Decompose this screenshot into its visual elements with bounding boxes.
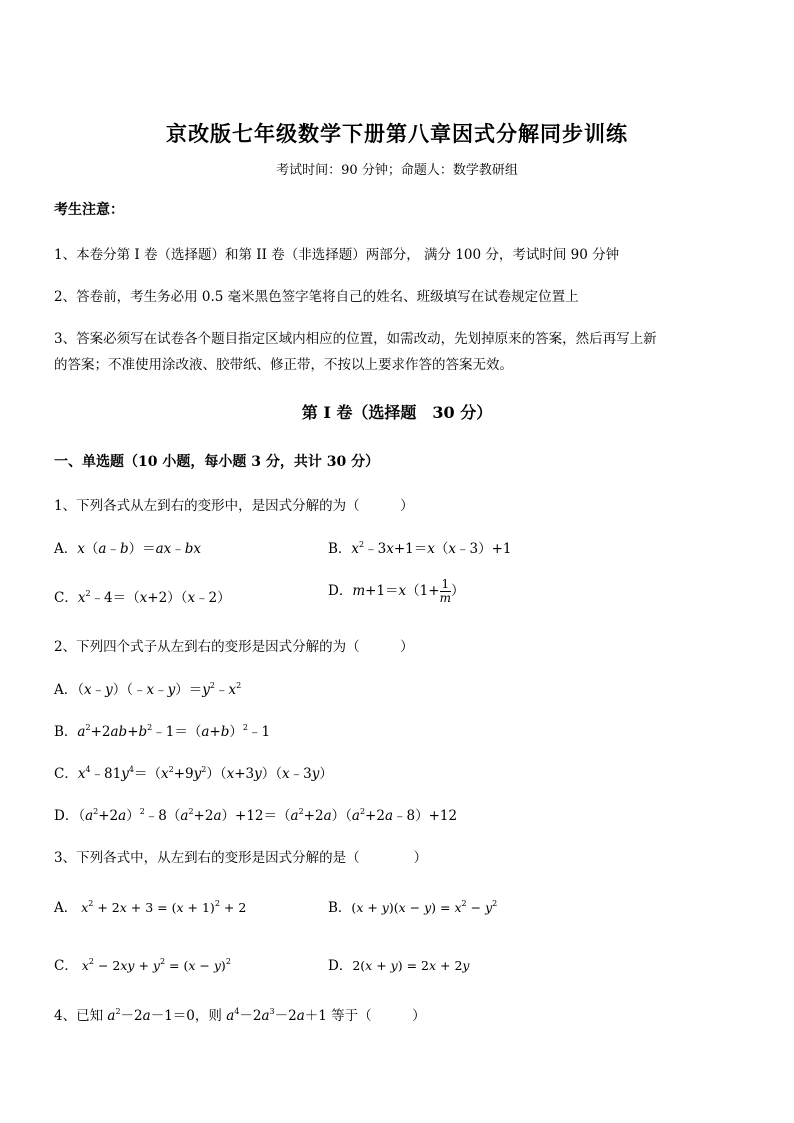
section-subtitle: 一、单选题（10 小题，每小题 3 分，共计 30 分） (54, 454, 380, 470)
question-4-stem: 4、已知 $a^2-2a-1=0$，则 $a^4-2a^3-2a+1$ 等于（ ） (54, 1007, 426, 1024)
notice-heading: 考生注意： (54, 202, 124, 218)
question-1-option-d: D．m+1＝x（1+ $\frac{1}{m}$ ） (328, 577, 465, 605)
notice-item-3-cont: 的答案；不准使用涂改液、胶带纸、修正带，不按以上要求作答的答案无效。 (54, 357, 513, 373)
option-label: A． (54, 541, 78, 557)
notice-item-1: 1、本卷分第 I 卷（选择题）和第 II 卷（非选择题）两部分， 满分 100 分，考试时间 90 分钟 (54, 247, 620, 263)
section-title: 第 I 卷（选择题 30 分） (301, 403, 493, 422)
notice-item-3: 3、答案必须写在试卷各个题目指定区域内相应的位置，如需改动，先划掉原来的答案，然后再写上新 (54, 331, 657, 347)
question-1-stem: 1、下列各式从左到右的变形中，是因式分解的为（ ） (54, 498, 414, 514)
option-label: C． (54, 766, 78, 782)
question-1-option-c: C．$x^2﹣4=(x+2)(x﹣2)$ (54, 589, 231, 606)
fraction: $\frac{1}{m}$ (439, 577, 451, 605)
question-2-option-c: C．$x^4﹣81y^4=(x^2+9y^2)(x+3y)(x﹣3y)$ (54, 765, 333, 782)
question-1-option-a: A．x（a﹣b）＝ax﹣bx (54, 541, 202, 557)
question-3-option-a: A． $x^2 + 2x + 3 = (x + 1)^2 + 2$ (54, 899, 247, 916)
notice-item-2: 2、答卷前，考生务必用 0.5 毫米黑色签字笔将自己的姓名、班级填写在试卷规定位置上 (54, 289, 579, 305)
question-3-option-b: B．$(x + y)(x - y) = x^2 - y^2$ (328, 899, 498, 916)
question-1-option-b: B．$x^2﹣3x+1=x(x﹣3)+1$ (328, 540, 512, 557)
option-label: D． (54, 808, 79, 824)
option-label: B． (328, 541, 352, 557)
option-label: C． (54, 958, 78, 974)
exam-info: 考试时间：90 分钟；命题人：数学教研组 (276, 163, 518, 178)
question-2-option-d: D．$(a^2+2a)^2﹣8(a^2+2a)+12=(a^2+2a)(a^2+2a﹣8)+12$ (54, 807, 458, 824)
option-label: D． (328, 583, 353, 599)
question-2-option-a: A．$(x﹣y)(﹣x﹣y)=y^2﹣x^2$ (54, 681, 242, 698)
page-title: 京改版七年级数学下册第八章因式分解同步训练 (166, 121, 628, 146)
option-label: B． (54, 724, 78, 740)
question-3-option-c: C． $x^2 - 2xy + y^2 = (x - y)^2$ (54, 957, 231, 974)
option-label: B． (328, 900, 352, 916)
question-3-stem: 3、下列各式中，从左到右的变形是因式分解的是（ ） (54, 850, 428, 866)
question-3-option-d: D．2(x + y) = 2x + 2y (328, 958, 470, 974)
option-label: D． (328, 958, 353, 974)
option-label: A． (54, 900, 78, 916)
question-2-stem: 2、下列四个式子从左到右的变形是因式分解的为（ ） (54, 639, 414, 655)
option-label: C． (54, 590, 78, 606)
option-label: A． (54, 682, 78, 698)
question-2-option-b: B．$a^2+2ab+b^2﹣1=(a+b)^2﹣1$ (54, 723, 271, 740)
